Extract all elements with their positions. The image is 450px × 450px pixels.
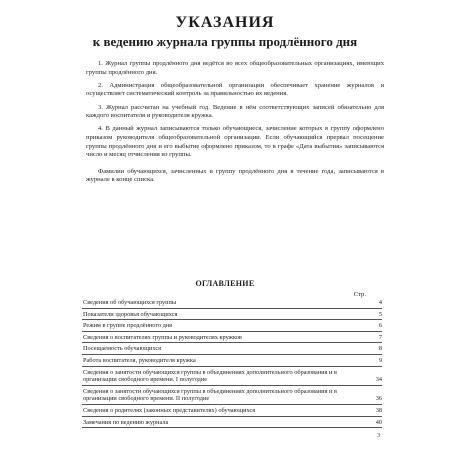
toc-row [82, 416, 382, 428]
instruction-paragraph-1: 1. Журнал группы продлённого дня ведётся во всех общеобразовательных организациях, имеющих группы продлённого дня. [86, 60, 384, 76]
toc-item-label: Показатели здоровья обучающихся [82, 308, 365, 320]
toc-row [82, 308, 382, 320]
toc-row [82, 385, 382, 404]
toc-item-page: 7 [365, 331, 382, 343]
toc-row [82, 366, 382, 385]
toc-title: ОГЛАВЛЕНИЕ [195, 279, 255, 288]
toc-item-label: Сведения о занятости обучающихся группы в объединениях дополнительного образования и в организации свободного времени. I полугодие [82, 366, 365, 385]
page-number: 3 [377, 433, 380, 439]
toc-item-page: 4 [365, 297, 382, 308]
toc-row [82, 331, 382, 343]
toc-item-label: Работа воспитателя, руководителя кружка [82, 354, 365, 366]
toc-item-page: 6 [365, 320, 382, 332]
toc-table [82, 297, 382, 428]
instruction-paragraph-4: 4. В данный журнал записываются только обучающиеся, зачисление которых в группу оформлено приказом руководителя общеобразовательной организации. Если обучающийся прервал посещение группы продлённого дня и его выбытие оформлено приказом, то в графе «Дата выбытия» записываются число и месяц отчисления из группы. [86, 125, 384, 159]
toc-page-column-header: Стр. [353, 291, 366, 298]
toc-item-label: Сведения о занятости обучающихся группы в объединениях дополнительного образования и в организации свободного времени. II полугодие [82, 385, 365, 404]
instruction-paragraph-3: 3. Журнал рассчитан на учебный год. Ведение в нём соответствующих записей обязательно для каждого воспитателя и руководителя кружка. [86, 103, 384, 120]
toc-item-label: Сведения о воспитателях группы и руководителях кружков [82, 331, 365, 343]
instruction-paragraph-2: 2. Администрация общеобразовательной организации обеспечивает хранение журналов и осуществляет систематический контроль за правильностью их ведения. [86, 81, 384, 98]
toc-item-page: 9 [365, 354, 382, 366]
instruction-paragraph-5: Фамилии обучающихся, зачисленных в группу продлённого дня в течение года, записываются в журнале в конце списка. [86, 167, 384, 184]
toc-item-page: 36 [365, 385, 382, 404]
toc-item-label: Замечания по ведению журнала [82, 416, 365, 428]
toc-item-label: Посещаемость обучающихся [82, 343, 365, 355]
toc-item-label: Сведения об обучающихся группы [82, 297, 365, 308]
toc-item-label: Режим в группе продлённого дня [82, 320, 365, 332]
toc-row [82, 297, 382, 308]
toc-item-page: 38 [365, 404, 382, 416]
toc-item-label: Сведения о родителях (законных представителях) обучающихся [82, 404, 365, 416]
toc-item-page: 40 [365, 416, 382, 428]
instructions-section [86, 60, 384, 190]
toc-row [82, 343, 382, 355]
toc-row [82, 354, 382, 366]
toc-row [82, 404, 382, 416]
toc-item-page: 8 [365, 343, 382, 355]
toc-item-page: 34 [365, 366, 382, 385]
toc-item-page: 5 [365, 308, 382, 320]
page-subtitle: к ведению журнала группы продлённого дня [92, 34, 358, 49]
toc-row [82, 320, 382, 332]
page-title: УКАЗАНИЯ [175, 14, 275, 31]
